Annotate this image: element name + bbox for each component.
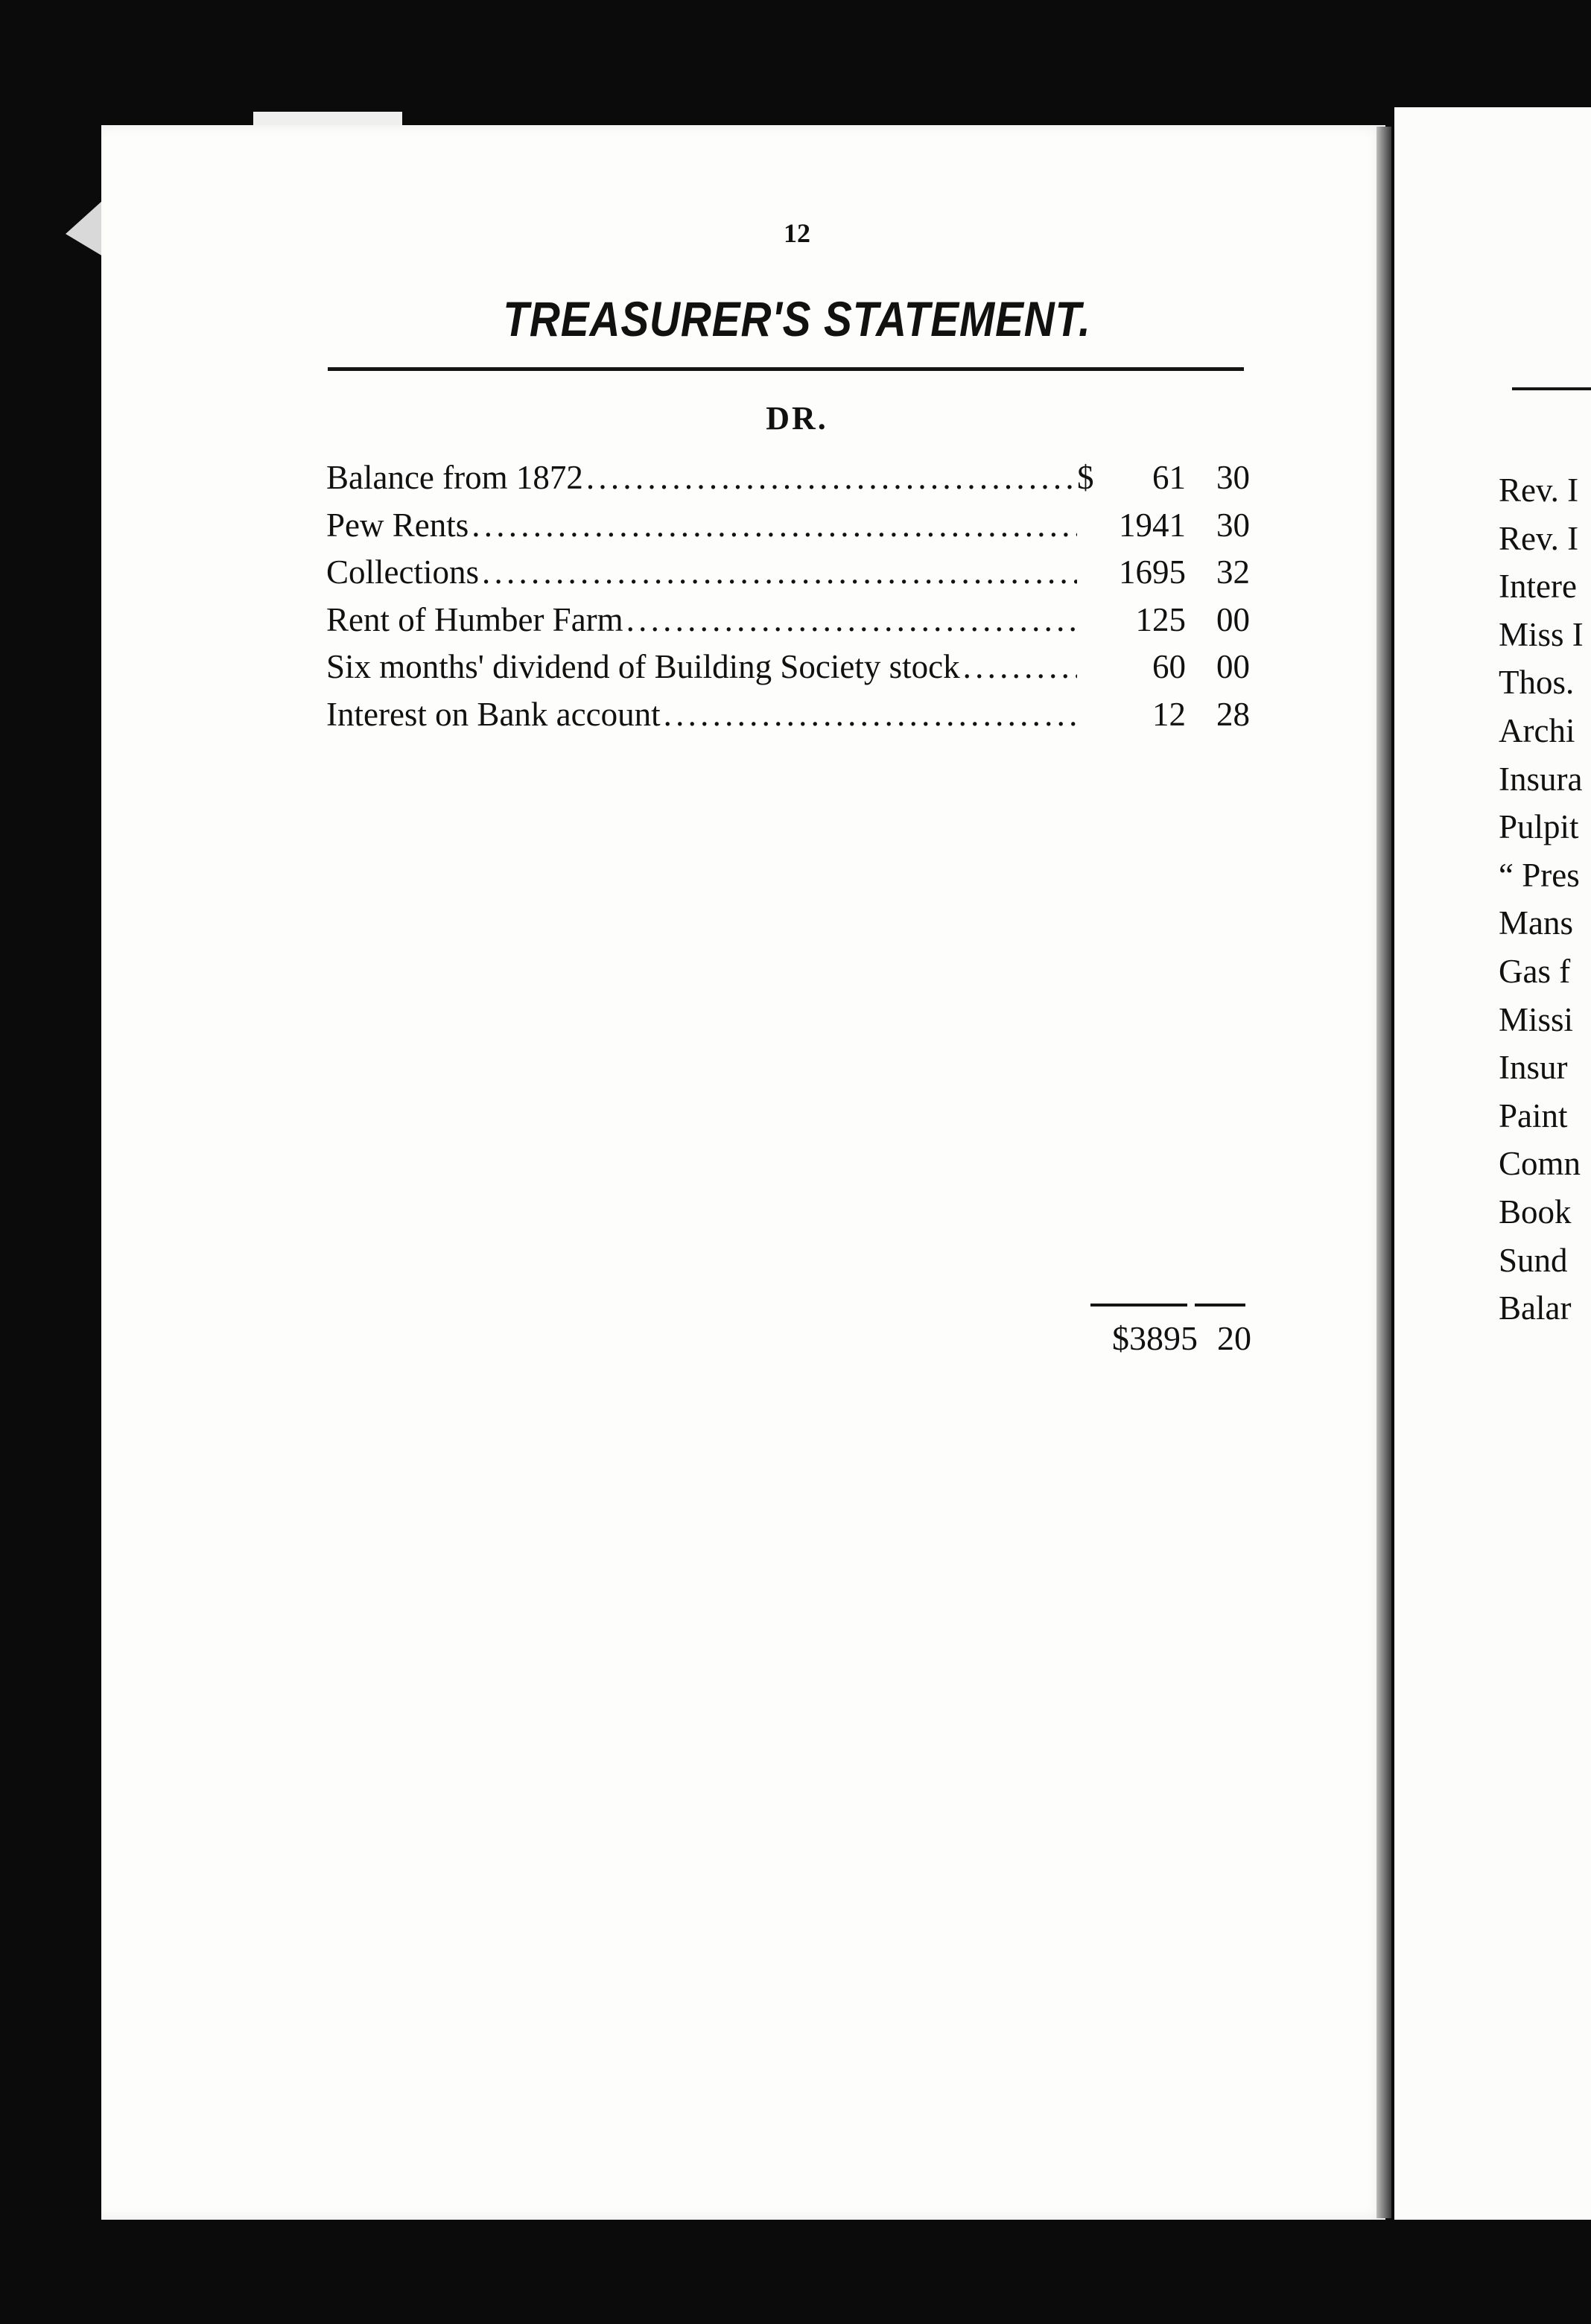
dot-leader <box>479 549 1077 597</box>
row-cents: 32 <box>1216 553 1250 591</box>
row-cents: 28 <box>1216 695 1250 733</box>
facing-entry: Pulpit <box>1499 808 1579 846</box>
ledger-row <box>326 502 1250 550</box>
row-dollars: 1695 <box>1119 553 1186 591</box>
row-label: Balance from 1872 <box>326 459 583 496</box>
dot-leader <box>623 597 1077 644</box>
ledger-row <box>326 691 1250 739</box>
ledger-row <box>326 644 1250 691</box>
row-cents: 00 <box>1216 648 1250 685</box>
currency-sign: $ <box>1077 459 1094 496</box>
dot-leader <box>960 644 1077 691</box>
row-dollars: 60 <box>1152 648 1186 685</box>
facing-entry: Archi <box>1499 711 1575 749</box>
facing-entry: Rev. I <box>1499 519 1579 557</box>
row-dollars: 1941 <box>1119 506 1186 544</box>
row-label: Interest on Bank account <box>326 695 661 733</box>
total-rule-cents <box>1195 1304 1245 1307</box>
facing-entry: Gas f <box>1499 952 1571 990</box>
row-label: Pew Rents <box>326 506 469 544</box>
facing-entry: Book <box>1499 1193 1572 1231</box>
facing-entry: Thos. <box>1499 664 1575 702</box>
facing-entry: Mans <box>1499 904 1573 942</box>
facing-entry: Insur <box>1499 1049 1568 1087</box>
facing-entry: Intere <box>1499 568 1577 606</box>
row-cents: 30 <box>1216 459 1250 496</box>
total-cents: 20 <box>1217 1319 1251 1357</box>
row-cents: 00 <box>1216 600 1250 638</box>
facing-entry: Insura <box>1499 760 1583 798</box>
row-label: Six months' dividend of Building Society stock <box>326 648 960 685</box>
ledger-total <box>1073 1318 1251 1358</box>
facing-entry: Rev. I <box>1499 472 1579 509</box>
total-rule-dollars <box>1090 1304 1187 1307</box>
facing-entry: Missi <box>1499 1000 1574 1038</box>
facing-entry: Comn <box>1499 1145 1581 1183</box>
facing-page-rule <box>1512 387 1591 390</box>
dot-leader <box>661 691 1077 739</box>
left-page <box>101 125 1385 2220</box>
ledger-row <box>326 454 1250 502</box>
page-number: 12 <box>784 218 810 248</box>
dot-leader <box>583 454 1077 502</box>
facing-entry: Paint <box>1499 1096 1568 1134</box>
page-title: TREASURER'S STATEMENT. <box>503 291 1091 346</box>
row-label: Collections <box>326 553 479 591</box>
ledger-row <box>326 597 1250 644</box>
dot-leader <box>469 502 1077 550</box>
row-dollars: 61 <box>1152 459 1186 496</box>
total-amount: $3895 <box>1112 1319 1198 1357</box>
book-spine <box>1376 127 1391 2218</box>
facing-page-entries <box>1499 466 1591 1333</box>
title-rule <box>328 367 1244 371</box>
row-cents: 30 <box>1216 506 1250 544</box>
row-label: Rent of Humber Farm <box>326 600 623 638</box>
facing-entry: Sund <box>1499 1241 1568 1279</box>
facing-entry: Balar <box>1499 1289 1572 1327</box>
column-heading: DR. <box>766 400 828 436</box>
facing-entry: “ Pres <box>1499 856 1580 894</box>
facing-entry: Miss I <box>1499 615 1584 653</box>
ledger-row <box>326 549 1250 597</box>
row-dollars: 125 <box>1135 600 1186 638</box>
row-dollars: 12 <box>1152 695 1186 733</box>
ledger-table <box>326 454 1250 738</box>
